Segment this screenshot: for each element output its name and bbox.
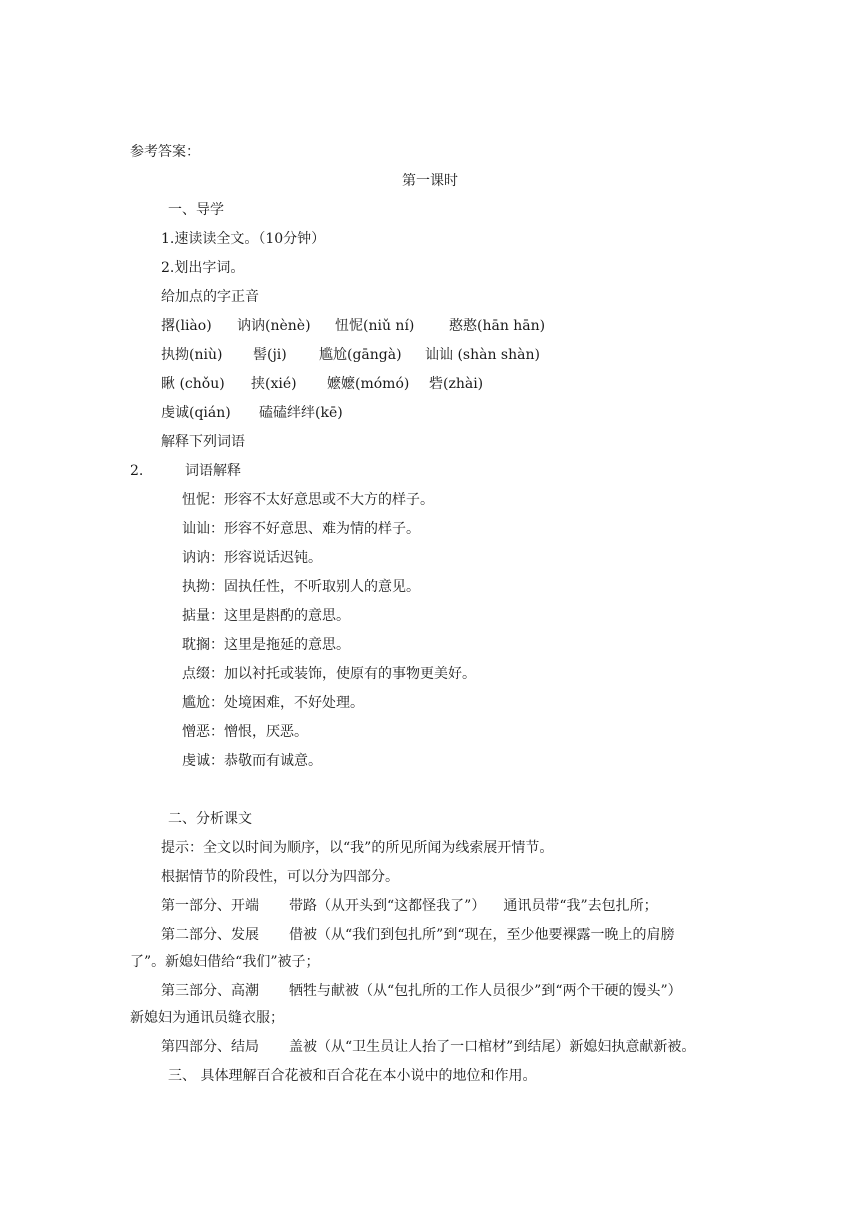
part-name: 盖被 bbox=[289, 1039, 317, 1055]
section2-title: 二、分析课文 bbox=[168, 811, 252, 827]
pinyin-word: 讷讷(nènè) bbox=[237, 318, 311, 334]
definition: 掂量：这里是斟酌的意思。 bbox=[182, 608, 350, 624]
vocab-number: 2. bbox=[130, 463, 144, 479]
section1-item1: 1.速读读全文。（10分钟） bbox=[161, 231, 326, 247]
definition: 讪讪：形容不好意思、难为情的样子。 bbox=[182, 521, 420, 537]
part-text: （从“卫生员让人抬了一口棺材”到结尾）新媳妇执意献新被。 bbox=[317, 1039, 696, 1055]
section1-item2: 2.划出字词。 bbox=[161, 260, 245, 276]
section3-title: 三、 具体理解百合花被和百合花在本小说中的地位和作用。 bbox=[168, 1068, 537, 1084]
pinyin-word: 砦(zhài) bbox=[429, 376, 484, 392]
part-name: 牺牲与献被 bbox=[289, 983, 359, 999]
part3-line1 bbox=[161, 982, 682, 1000]
pinyin-word: 尴尬(gāngà) bbox=[319, 347, 402, 363]
pinyin-word: 髻(ji) bbox=[253, 347, 287, 363]
pinyin-row-1 bbox=[161, 317, 545, 335]
answer-heading: 参考答案： bbox=[130, 144, 200, 160]
part-desc: 通讯员带“我”去包扎所； bbox=[503, 898, 658, 914]
pinyin-word: 讪讪 (shàn shàn) bbox=[425, 347, 540, 363]
pinyin-word: 挟(xié) bbox=[251, 376, 297, 392]
part3-line2: 新媳妇为通讯员缝衣服； bbox=[130, 1010, 284, 1026]
pinyin-intro: 给加点的字正音 bbox=[161, 289, 259, 305]
definition: 憎恶：憎恨，厌恶。 bbox=[182, 724, 308, 740]
pinyin-word: 虔诚(qián) bbox=[161, 405, 231, 421]
definition: 虔诚：恭敬而有诚意。 bbox=[182, 753, 322, 769]
part-label: 第一部分、开端 bbox=[161, 898, 259, 914]
part-label: 第二部分、发展 bbox=[161, 927, 259, 943]
part-text: （从“包扎所的工作人员很少”到“两个干硬的馒头”） bbox=[359, 983, 682, 999]
vocab-heading bbox=[130, 462, 241, 480]
section2-division: 根据情节的阶段性，可以分为四部分。 bbox=[161, 869, 399, 885]
definition: 忸怩：形容不太好意思或不大方的样子。 bbox=[182, 492, 434, 508]
lesson-title: 第一课时 bbox=[402, 173, 458, 189]
pinyin-word: 撂(liào) bbox=[161, 318, 212, 334]
part-text: （从“我们到包扎所”到“现在，至少他要裸露一晚上的肩膀 bbox=[317, 927, 675, 943]
pinyin-word: 忸怩(niǔ ní) bbox=[335, 318, 415, 334]
definition: 执拗：固执任性，不听取别人的意见。 bbox=[182, 579, 420, 595]
pinyin-word: 执拗(niù) bbox=[161, 347, 223, 363]
definition: 尴尬：处境困难，不好处理。 bbox=[182, 695, 364, 711]
pinyin-row-4 bbox=[161, 404, 343, 422]
part2-line2: 了”。新媳妇借给“我们”被子； bbox=[130, 954, 320, 970]
pinyin-row-3 bbox=[161, 375, 483, 393]
pinyin-word: 嬷嬷(mómó) bbox=[327, 376, 410, 392]
explain-intro: 解释下列词语 bbox=[161, 434, 245, 450]
pinyin-word: 磕磕绊绊(kē) bbox=[259, 405, 343, 421]
part-label: 第三部分、高潮 bbox=[161, 983, 259, 999]
part-label: 第四部分、结局 bbox=[161, 1039, 259, 1055]
section1-title: 一、导学 bbox=[168, 202, 224, 218]
pinyin-word: 憨憨(hān hān) bbox=[449, 318, 546, 334]
part-range: （从开头到“这都怪我了”） bbox=[317, 898, 486, 914]
section2-hint: 提示：全文以时间为顺序，以“我”的所见所闻为线索展开情节。 bbox=[161, 840, 554, 856]
definition: 讷讷：形容说话迟钝。 bbox=[182, 550, 322, 566]
part-name: 借被 bbox=[289, 927, 317, 943]
pinyin-row-2 bbox=[161, 346, 540, 364]
part2-line1 bbox=[161, 926, 674, 944]
definition: 点缀：加以衬托或装饰，使原有的事物更美好。 bbox=[182, 666, 476, 682]
part-name: 带路 bbox=[289, 898, 317, 914]
vocab-title: 词语解释 bbox=[185, 463, 241, 479]
definition: 耽搁：这里是拖延的意思。 bbox=[182, 637, 350, 653]
pinyin-word: 瞅 (chǒu) bbox=[161, 376, 225, 392]
part4 bbox=[161, 1038, 695, 1056]
part1 bbox=[161, 897, 658, 915]
